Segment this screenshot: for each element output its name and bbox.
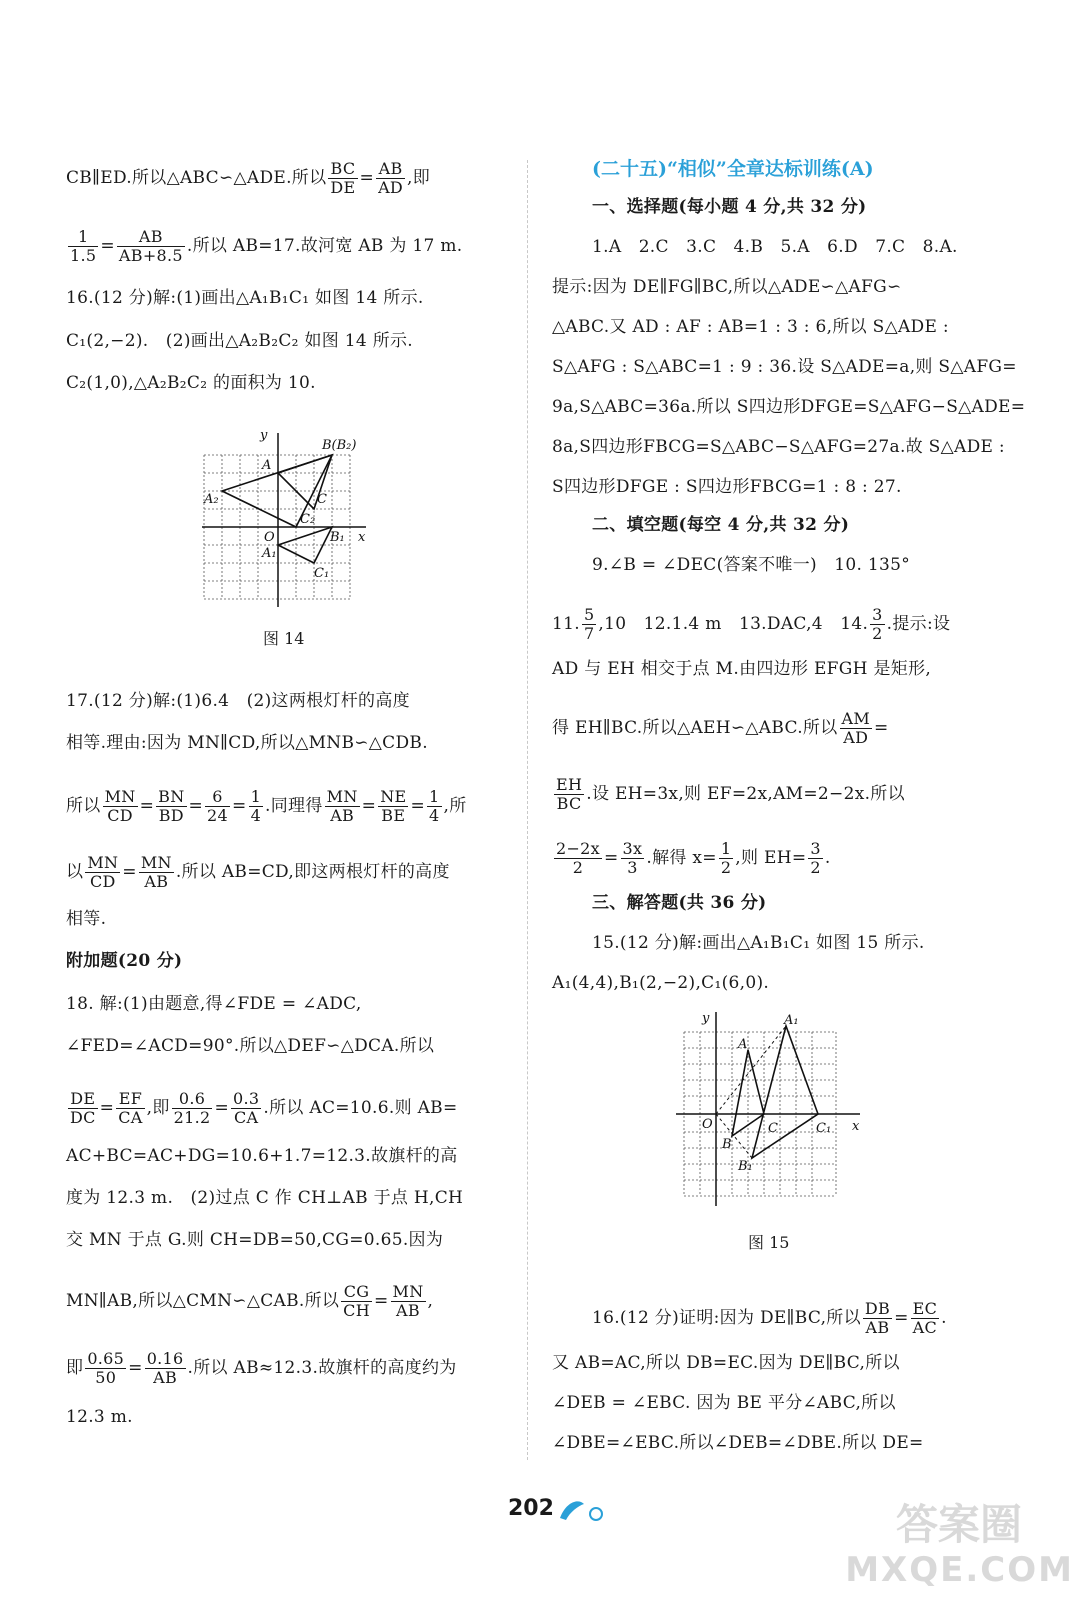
fraction: $\frac{1}{4}$ bbox=[250, 787, 262, 825]
label-y: y bbox=[260, 428, 268, 443]
fraction: $\frac{AB}{AD}$ bbox=[378, 159, 404, 197]
label-b1: B₁ bbox=[738, 1159, 753, 1174]
fraction: $\frac{1}{2}$ bbox=[720, 839, 732, 877]
label-c: C bbox=[317, 492, 327, 507]
label-o: O bbox=[264, 530, 275, 545]
q18-line-6: 交 MN 于点 G.则 CH=DB=50,CG=0.65.因为 bbox=[66, 1230, 444, 1250]
q18-line-9: 12.3 m. bbox=[66, 1407, 133, 1427]
fraction: $\frac{3}{2}$ bbox=[872, 605, 883, 643]
right-line-1: 提示:因为 DE∥FG∥BC,所以△ADE∽△AFG∽ bbox=[552, 277, 902, 297]
right-line-11: $\frac{EH}{BC}$ .设 EH=3x,则 EF=2x,AM=2−2x.所以 bbox=[556, 775, 905, 813]
section-fill: 二、填空题(每空 4 分,共 32 分) bbox=[592, 515, 850, 535]
figure-14 bbox=[202, 425, 372, 610]
label-x: x bbox=[358, 530, 366, 545]
column-divider bbox=[527, 160, 528, 1460]
fraction: $\frac{3}{2}$ bbox=[810, 839, 821, 877]
label-c: C bbox=[768, 1121, 778, 1136]
label-a2: A₂ bbox=[204, 492, 219, 507]
q18-line-7: MN∥AB,所以△CMN∽△CAB.所以 $\frac{CG}{CH}$ = $\frac{MN}{AB}$ , bbox=[66, 1282, 434, 1320]
fraction: $\frac{EF}{CA}$ bbox=[118, 1089, 143, 1127]
right-line-12: $\frac{2-2x}{2}$ = $\frac{3x}{3}$ .解得 x= $\frac{1}{2}$ ,则 EH= $\frac{3}{2}$ . bbox=[556, 839, 831, 877]
label-c2: C₂ bbox=[300, 512, 316, 527]
choice-answers: 1.A 2.C 3.C 4.B 5.A 6.D 7.C 8.A. bbox=[592, 237, 958, 257]
q16-line-3: C₂(1,0),△A₂B₂C₂ 的面积为 10. bbox=[66, 373, 316, 393]
fraction: $\frac{CG}{CH}$ bbox=[343, 1282, 370, 1320]
right-line-3: S△AFG : S△ABC=1 : 9 : 36.设 S△ADE=a,则 S△AFG= bbox=[552, 357, 1017, 377]
fraction: $\frac{MN}{AB}$ bbox=[140, 853, 172, 891]
right-line-6: S四边形DFGE : S四边形FBCG=1 : 8 : 27. bbox=[552, 477, 902, 497]
q18-line-5: 度为 12.3 m. (2)过点 C 作 CH⊥AB 于点 H,CH bbox=[66, 1188, 464, 1208]
label-b: B(B₂) bbox=[322, 438, 357, 453]
fraction: $\frac{DB}{AB}$ bbox=[864, 1299, 891, 1337]
fill-answers-1: 9.∠B = ∠DEC(答案不唯一) 10. 135° bbox=[592, 555, 911, 575]
right-line-13: 15.(12 分)解:画出△A₁B₁C₁ 如图 15 所示. bbox=[592, 933, 925, 953]
fraction: $\frac{0.6}{21.2}$ bbox=[173, 1089, 211, 1127]
fraction: $\frac{1}{4}$ bbox=[429, 787, 440, 825]
q16-line-2: C₁(2,−2). (2)画出△A₂B₂C₂ 如图 14 所示. bbox=[66, 331, 413, 351]
figure-15-caption: 图 15 bbox=[748, 1233, 790, 1252]
fraction: $\frac{MN}{AB}$ bbox=[392, 1282, 424, 1320]
right-line-16: 又 AB=AC,所以 DB=EC.因为 DE∥BC,所以 bbox=[552, 1353, 900, 1373]
left-line-1: CB∥ED.所以△ABC∽△ADE.所以 $\frac{BC}{DE}$ = $\frac{AB}{AD}$ ,即 bbox=[66, 159, 431, 197]
right-line-5: 8a,S四边形FBCG=S△ABC−S△AFG=27a.故 S△ADE : bbox=[552, 437, 1005, 457]
q17-line-4: 以 $\frac{MN}{CD}$ = $\frac{MN}{AB}$ .所以 AB=CD,即这两根灯杆的高度 bbox=[66, 853, 450, 891]
fraction: $\frac{MN}{CD}$ bbox=[87, 853, 119, 891]
right-line-2: △ABC.又 AD : AF : AB=1 : 3 : 6,所以 S△ADE : bbox=[552, 317, 949, 337]
label-c1: C₁ bbox=[816, 1121, 832, 1136]
label-c1: C₁ bbox=[314, 566, 330, 581]
fraction: $\frac{AM}{AD}$ bbox=[841, 709, 871, 747]
fraction: $\frac{BN}{BD}$ bbox=[158, 787, 185, 825]
fraction: $\frac{MN}{AB}$ bbox=[326, 787, 358, 825]
fraction: $\frac{1}{1.5}$ bbox=[70, 227, 97, 265]
fraction: $\frac{0.16}{AB}$ bbox=[146, 1349, 184, 1387]
q18-line-3: $\frac{DE}{DC}$ = $\frac{EF}{CA}$ ,即 $\frac{0.6}{21.2}$ = $\frac{0.3}{CA}$ .所以 AC=10.6.则 AB= bbox=[70, 1089, 458, 1127]
label-a1: A₁ bbox=[784, 1013, 799, 1028]
right-line-9: AD 与 EH 相交于点 M.由四边形 EFGH 是矩形, bbox=[552, 659, 932, 679]
fraction: $\frac{EC}{AC}$ bbox=[912, 1299, 938, 1337]
q18-line-4: AC+BC=AC+DG=10.6+1.7=12.3.故旗杆的高 bbox=[66, 1146, 458, 1166]
fill-answers-2: 11. $\frac{5}{7}$ ,10 12.1.4 m 13.DAC,4 14. $\frac{3}{2}$ .提示:设 bbox=[552, 605, 951, 643]
fraction: $\frac{EH}{BC}$ bbox=[556, 775, 583, 813]
extra-heading: 附加题(20 分) bbox=[66, 951, 183, 971]
fraction: $\frac{6}{24}$ bbox=[207, 787, 229, 825]
section-solve: 三、解答题(共 36 分) bbox=[592, 893, 767, 913]
label-x: x bbox=[852, 1119, 860, 1134]
q18-line-8: 即 $\frac{0.65}{50}$ = $\frac{0.16}{AB}$ .所以 AB≈12.3.故旗杆的高度约为 bbox=[66, 1349, 457, 1387]
figure-15 bbox=[676, 1008, 866, 1208]
right-line-14: A₁(4,4),B₁(2,−2),C₁(6,0). bbox=[552, 973, 770, 993]
q18-line-1: 18. 解:(1)由题意,得∠FDE = ∠ADC, bbox=[66, 994, 362, 1014]
leaf-ornament-icon bbox=[556, 1494, 612, 1524]
label-a1: A₁ bbox=[262, 546, 277, 561]
right-line-10: 得 EH∥BC.所以△AEH∽△ABC.所以 $\frac{AM}{AD}$ = bbox=[552, 709, 889, 747]
figure-14-caption: 图 14 bbox=[263, 629, 305, 648]
fraction: $\frac{DE}{DC}$ bbox=[70, 1089, 96, 1127]
fraction: $\frac{AB}{AB+8.5}$ bbox=[118, 227, 183, 265]
section-title: (二十五)“相似”全章达标训练(A) bbox=[592, 158, 874, 180]
fraction: $\frac{3x}{3}$ bbox=[622, 839, 643, 877]
page-number: 202 bbox=[508, 1496, 554, 1521]
right-line-18: ∠DBE=∠EBC.所以∠DEB=∠DBE.所以 DE= bbox=[552, 1433, 924, 1453]
q17-line-1: 17.(12 分)解:(1)6.4 (2)这两根灯杆的高度 bbox=[66, 691, 410, 711]
watermark-logo: 答案圈 bbox=[895, 1500, 1022, 1549]
right-line-17: ∠DEB = ∠EBC. 因为 BE 平分∠ABC,所以 bbox=[552, 1393, 896, 1413]
label-b: B bbox=[722, 1137, 732, 1152]
watermark-text: MXQE.COM bbox=[845, 1550, 1074, 1590]
triangle-a1b1c1 bbox=[752, 1026, 818, 1158]
right-line-4: 9a,S△ABC=36a.所以 S四边形DFGE=S△AFG−S△ADE= bbox=[552, 397, 1026, 417]
label-b1: B₁ bbox=[330, 530, 345, 545]
q16-line-1: 16.(12 分)解:(1)画出△A₁B₁C₁ 如图 14 所示. bbox=[66, 288, 424, 308]
fraction: $\frac{MN}{CD}$ bbox=[104, 787, 136, 825]
fraction: $\frac{NE}{BE}$ bbox=[380, 787, 407, 825]
left-line-2: $\frac{1}{1.5}$ = $\frac{AB}{AB+8.5}$ .所以 AB=17.故河宽 AB 为 17 m. bbox=[70, 227, 463, 265]
label-o: O bbox=[702, 1117, 713, 1132]
fraction: $\frac{2-2x}{2}$ bbox=[556, 839, 600, 877]
fraction: $\frac{BC}{DE}$ bbox=[330, 159, 356, 197]
q18-line-2: ∠FED=∠ACD=90°.所以△DEF∽△DCA.所以 bbox=[66, 1036, 435, 1056]
fraction: $\frac{0.65}{50}$ bbox=[87, 1349, 125, 1387]
label-a: A bbox=[738, 1037, 748, 1052]
q17-line-2: 相等.理由:因为 MN∥CD,所以△MNB∽△CDB. bbox=[66, 733, 428, 753]
q17-line-5: 相等. bbox=[66, 909, 107, 929]
label-y: y bbox=[702, 1011, 710, 1026]
fraction: $\frac{0.3}{CA}$ bbox=[233, 1089, 260, 1127]
section-choice: 一、选择题(每小题 4 分,共 32 分) bbox=[592, 197, 867, 217]
q17-line-3: 所以 $\frac{MN}{CD}$ = $\frac{BN}{BD}$ = $\frac{6}{24}$ = $\frac{1}{4}$ .同理得 $\frac{MN}{AB}$ = $\frac{NE}{BE}$ = $\frac{1}{4}$ ,所 bbox=[66, 787, 467, 825]
right-line-15: 16.(12 分)证明:因为 DE∥BC,所以 $\frac{DB}{AB}$ = $\frac{EC}{AC}$ . bbox=[592, 1299, 947, 1337]
label-a: A bbox=[262, 458, 272, 473]
fraction: $\frac{5}{7}$ bbox=[583, 605, 595, 643]
